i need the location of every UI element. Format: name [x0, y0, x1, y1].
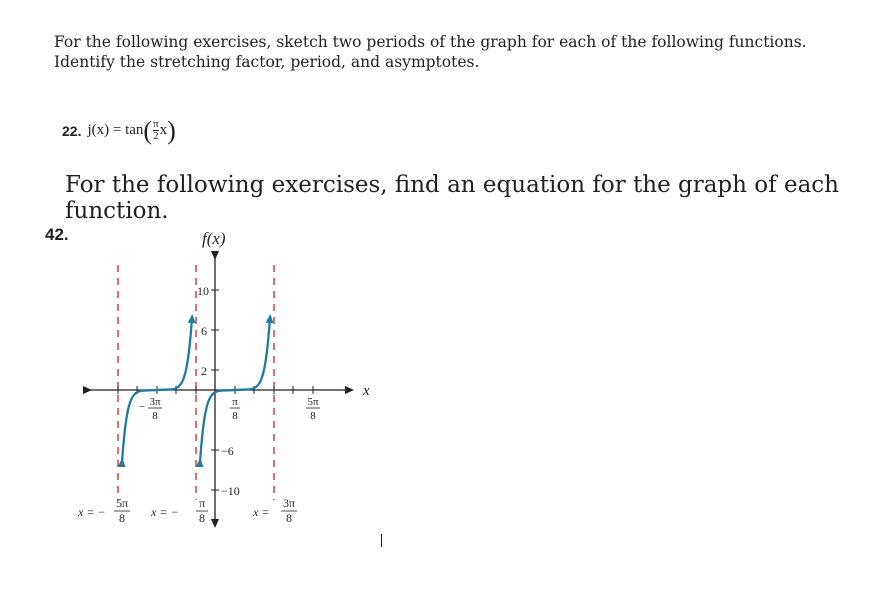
- x-axis-label: x: [363, 383, 370, 399]
- formula-variable: x: [159, 122, 168, 138]
- exercise-42-number: 42.: [45, 225, 69, 244]
- fraction-denominator: 2: [153, 130, 159, 142]
- left-paren: (: [143, 115, 153, 145]
- asymptote-label-2-den: 8: [199, 511, 205, 525]
- y-tick-label-10: 10: [197, 284, 209, 298]
- x-tick-label-5pi8-num: 5π: [307, 396, 319, 408]
- asymptote-label-3-prefix: x =: [253, 505, 270, 519]
- x-tick-label-pi8-den: 8: [232, 410, 238, 422]
- y-tick-label-neg6: −6: [221, 444, 234, 458]
- y-tick-label-2: 2: [201, 364, 207, 378]
- exercise-22-number: 22.: [62, 122, 82, 139]
- right-paren: ): [167, 115, 176, 145]
- y-tick-label-neg10: −10: [221, 484, 240, 498]
- asymptote-label-3-den: 8: [286, 511, 292, 525]
- x-tick-label-pi8-num: π: [232, 396, 238, 408]
- asymptote-label-2-num: π: [198, 496, 206, 510]
- asymptote-label-1-num: 5π: [115, 496, 129, 510]
- fraction-numerator: π: [153, 118, 159, 130]
- y-tick-label-6: 6: [201, 324, 207, 338]
- text-cursor: [381, 534, 382, 547]
- x-tick-label-5pi8-den: 8: [310, 410, 316, 422]
- asymptote-label-3-num: 3π: [282, 496, 296, 510]
- instructions-find: For the following exercises, find an equation for the graph of each function.: [65, 172, 839, 224]
- instructions-sketch: For the following exercises, sketch two periods of the graph for each of the following functions. Identify the stretching factor, period, and asymptotes.: [54, 33, 807, 71]
- x-tick-label-neg3pi8-num: 3π: [149, 396, 161, 408]
- x-tick-label-neg3pi8-sign: −: [138, 401, 146, 413]
- y-axis-label: f(x): [202, 229, 226, 248]
- asymptote-label-1-prefix: x = −: [78, 505, 106, 519]
- x-tick-label-neg3pi8-den: 8: [152, 410, 158, 422]
- asymptote-label-1-den: 8: [119, 511, 125, 525]
- formula-lhs: j(x) = tan: [87, 122, 144, 138]
- asymptote-label-2-prefix: x = −: [151, 505, 179, 519]
